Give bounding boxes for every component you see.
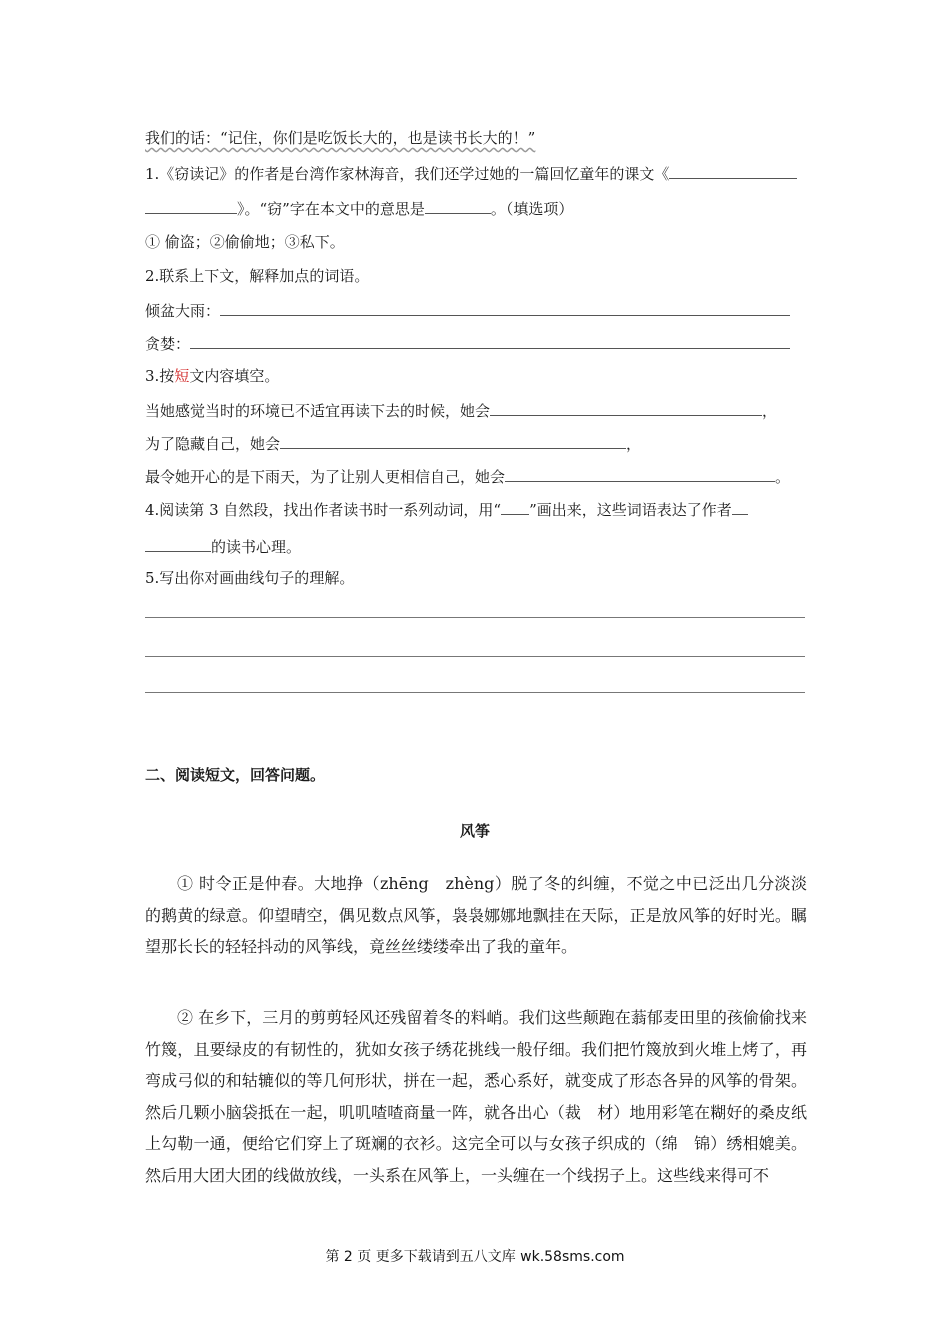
q1-blank-title-b[interactable]: [145, 198, 237, 214]
q2-term2-blank[interactable]: [190, 333, 790, 349]
q4-text-part3: 的读书心理。: [211, 538, 302, 556]
q1-text-part2: 》。“窃”字在本文中的意思是: [237, 200, 425, 218]
quote-line: [145, 128, 535, 148]
q2-term2-label: 贪婪：: [145, 335, 191, 353]
q3-line1: [145, 400, 777, 421]
q3-line2-end: ，: [626, 435, 642, 453]
q3-line3: [145, 466, 790, 487]
q1-options-text: ① 偷盗；②偷偷地；③私下。: [145, 233, 345, 251]
q5-prompt: 5.写出你对画曲线句子的理解。: [145, 569, 355, 587]
q4-text-part2: ”画出来，这些词语表达了作者: [529, 501, 732, 519]
q5-answer-line-2[interactable]: [145, 656, 805, 657]
q5-answer-line-1[interactable]: [145, 617, 805, 618]
q3-line3-blank[interactable]: [505, 466, 775, 482]
question-1-cont: [145, 198, 573, 219]
q3-prefix: 3.按: [145, 367, 175, 385]
q1-text-part1: 1.《窃读记》的作者是台湾作家林海音，我们还学过她的一篇回忆童年的课文《: [145, 165, 670, 183]
q4-blank-b[interactable]: [145, 536, 211, 552]
question-4-cont: [145, 536, 301, 557]
q2-prompt: 2.联系上下文，解释加点的词语。: [145, 267, 370, 285]
q3-line1-text: 当她感觉当时的环境已不适宜再读下去的时候，她会: [145, 402, 491, 420]
q3-line2: [145, 433, 641, 454]
passage-paragraph-2: ② 在乡下，三月的剪剪轻风还残留着冬的料峭。我们这些颠跑在蓊郁麦田里的孩偷偷找来竹篾，且要绿皮的有韧性的，犹如女孩子绣花挑线一般仔细。我们把竹篾放到火堆上烤了，再弯成弓似的和轱辘似的等几何形状，拼在一起，悉心系好，就变成了形态各异的风筝的骨架。然后几颗小脑袋抵在一起，叽叽喳喳商量一阵，就各出心（裁 材）地用彩笔在糊好的桑皮纸上勾勒一通，便给它们穿上了斑斓的衣衫。这完全可以与女孩子织成的（绵 锦）绣相媲美。然后用大团大团的线做放线，一头系在风筝上，一头缠在一个线拐子上。这些线来得可不: [145, 1008, 807, 1185]
question-4: [145, 499, 748, 520]
section-2-heading: 二、阅读短文，回答问题。: [145, 766, 326, 784]
question-5: [145, 568, 354, 588]
q3-line1-end: ，: [762, 402, 778, 420]
q3-line2-text: 为了隐藏自己，她会: [145, 435, 281, 453]
q5-answer-line-3[interactable]: [145, 692, 805, 693]
q2-term1-label: 倾盆大雨：: [145, 302, 221, 320]
page-footer: 第 2 页 更多下载请到五八文库 wk.58sms.com: [325, 1249, 625, 1265]
q1-blank-title-a[interactable]: [669, 163, 797, 179]
q3-line1-blank[interactable]: [490, 400, 762, 416]
question-3: [145, 366, 279, 386]
passage-paragraph-1: ① 时令正是仲春。大地挣（zhēng zhèng）脱了冬的纠缠，不觉之中已泛出几分淡淡的鹅黄的绿意。仰望晴空，偶见数点风筝，袅袅娜娜地飘挂在天际，正是放风筝的好时光。瞩望那长长的轻轻抖动的风筝线，竟丝丝缕缕牵出了我的童年。: [145, 874, 807, 956]
quote-text: 我们的话：“记住，你们是吃饭长大的，也是读书长大的！”: [145, 129, 536, 147]
q4-text-part1: 4.阅读第 3 自然段，找出作者读书时一系列动词，用“: [145, 501, 502, 519]
question-2: [145, 266, 369, 286]
q3-line2-blank[interactable]: [280, 433, 626, 449]
q3-line3-text: 最令她开心的是下雨天，为了让别人更相信自己，她会: [145, 468, 506, 486]
q1-options: [145, 232, 345, 252]
q3-red-char: 短: [174, 367, 190, 385]
q2-term1-row: [145, 300, 790, 321]
q2-term1-blank[interactable]: [220, 300, 790, 316]
q1-blank-meaning[interactable]: [425, 198, 491, 214]
q3-suffix: 文内容填空。: [189, 367, 280, 385]
q4-underline-sample: [501, 499, 529, 515]
q1-text-part3: 。（填选项）: [490, 200, 574, 218]
passage-title: 风筝: [459, 822, 490, 840]
question-1: [145, 163, 797, 184]
q3-line3-end: 。: [775, 468, 791, 486]
q4-blank-a[interactable]: [732, 499, 748, 515]
q2-term2-row: [145, 333, 790, 354]
